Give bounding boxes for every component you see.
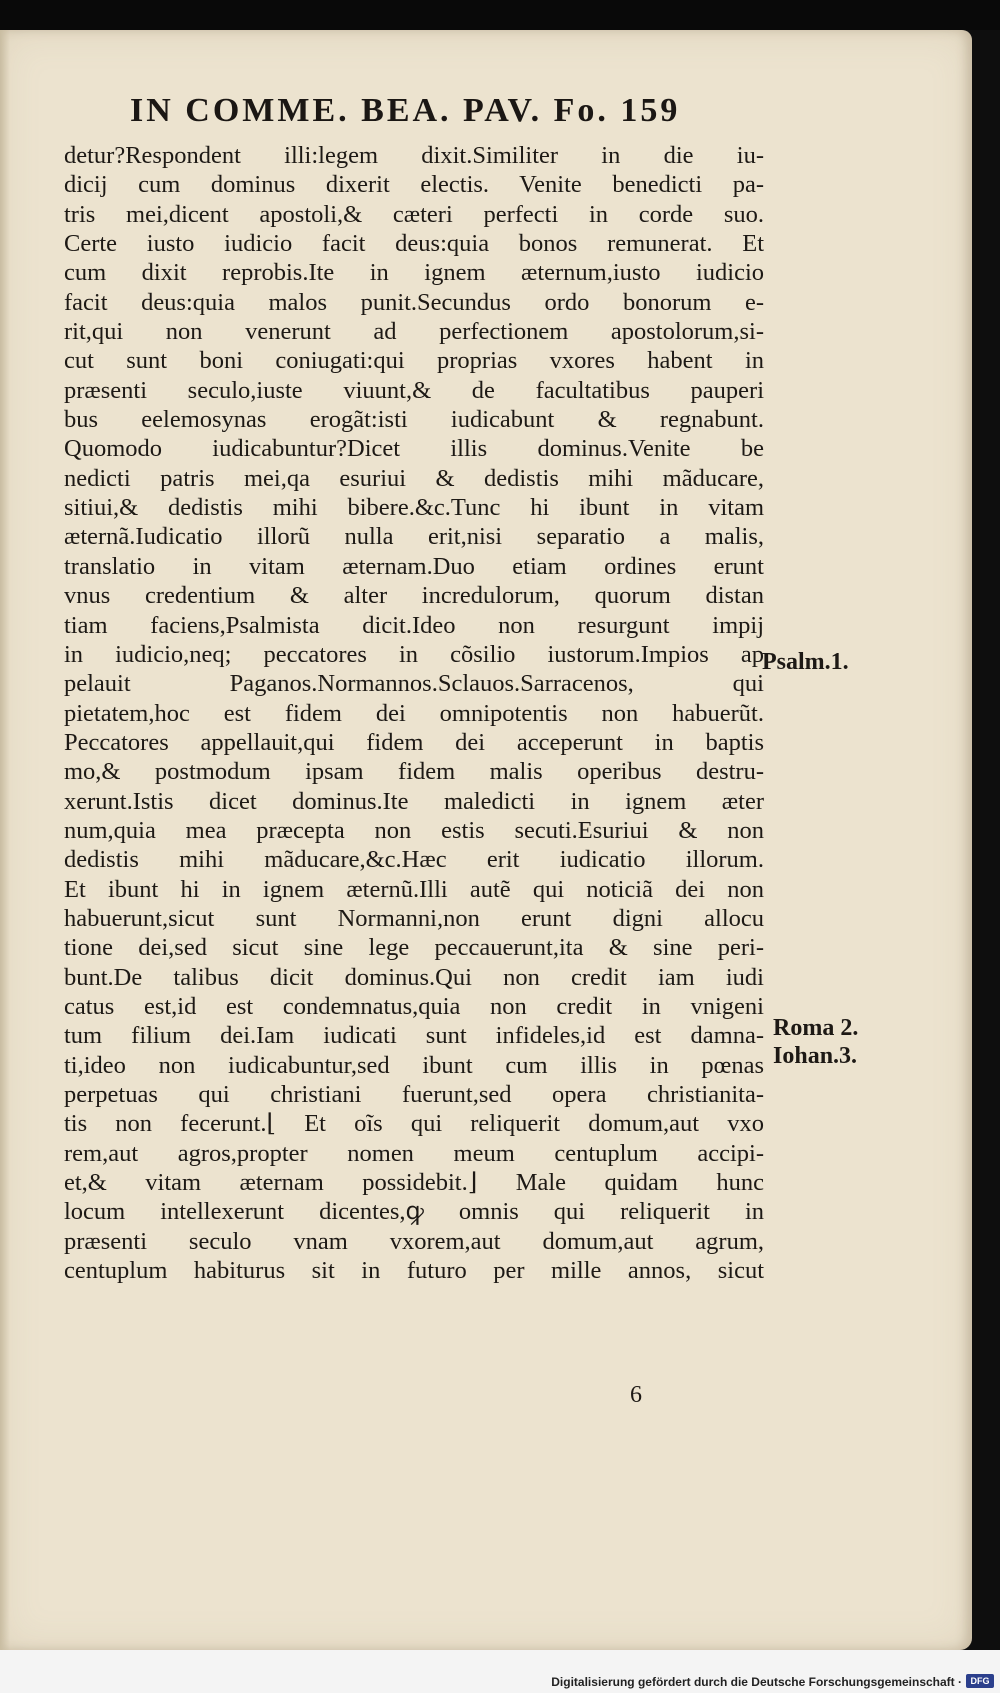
text-line: sitiui,& dedistis mihi bibere.&c.Tunc hi ibunt in vitam [64,494,764,522]
text-line: tis non fecerunt.⌊ Et oĩs qui reliquerit domum,aut vxo [64,1110,764,1138]
running-head: IN COMME. BEA. PAV. Fo. 159 [130,92,681,129]
text-line: præsenti seculo vnam vxorem,aut domum,aut agrum, [64,1227,764,1255]
text-line: Peccatores appellauit,qui fidem dei acceperunt in baptis [64,728,764,756]
text-line: pietatem,hoc est fidem dei omnipotentis non habuerũt. [64,699,764,727]
text-line: dedistis mihi mãducare,&c.Hæc erit iudicatio illorum. [64,846,764,874]
text-line: perpetuas qui christiani fuerunt,sed opera christianita- [64,1081,764,1108]
text-line: cut sunt boni coniugati:qui proprias vxores habent in [64,347,764,375]
text-line: æternã.Iudicatio illorũ nulla erit,nisi separatio a malis, [64,523,764,551]
page-gutter-shadow [0,30,10,1650]
text-line: Et ibunt hi in ignem æternũ.Illi autẽ qui noticiã dei non [64,875,764,903]
margin-note-psalm: Psalm.1. [762,649,849,675]
text-line: ti,ideo non iudicabuntur,sed ibunt cum illis in pœnas [64,1051,764,1079]
text-line: et,& vitam æternam possidebit.⌋ Male quidam hunc [64,1169,764,1197]
text-line: cum dixit reprobis.Ite in ignem æternum,iusto iudicio [64,259,764,287]
text-line: tiam faciens,Psalmista dicit.Ideo non resurgunt impij [64,611,764,639]
text-line: tris mei,dicent apostoli,& cæteri perfecti in corde suo. [64,200,764,228]
text-line: xerunt.Istis dicet dominus.Ite maledicti in ignem æter [64,787,764,815]
text-line: num,quia mea præcepta non estis secuti.Esuriui & non [64,816,764,844]
text-line: Certe iusto iudicio facit deus:quia bonos remunerat. Et [64,230,764,258]
text-line: in iudicio,neq; peccatores in cõsilio iustorum.Impios ap [64,640,764,668]
scan-top-border [0,0,1000,30]
text-line: rem,aut agros,propter nomen meum centuplum accipi- [64,1139,764,1167]
dfg-logo-icon: DFG [966,1674,994,1688]
text-line: bunt.De talibus dicit dominus.Qui non credit iam iudi [64,963,764,991]
text-line: detur?Respondent illi:legem dixit.Similiter in die iu- [64,142,764,169]
text-line: tum filium dei.Iam iudicati sunt infideles,id est damna- [64,1022,764,1050]
text-line: catus est,id est condemnatus,quia non credit in vnigeni [64,992,764,1020]
text-line: bus eelemosynas erogãt:isti iudicabunt & regnabunt. [64,406,764,434]
text-line: habuerunt,sicut sunt Normanni,non erunt digni allocu [64,904,764,932]
text-line: tione dei,sed sicut sine lege peccauerunt,ita & sine peri- [64,934,764,962]
text-line: pelauit Paganos.Normannos.Sclauos.Sarracenos, qui [64,670,764,698]
text-line: translatio in vitam æternam.Duo etiam ordines erunt [64,552,764,580]
text-line: dicij cum dominus dixerit electis. Venite benedicti pa- [64,171,764,199]
text-line: locum intellexerunt dicentes,ꝙ omnis qui reliquerit in [64,1198,764,1226]
text-line: facit deus:quia malos punit.Secundus ordo bonorum e- [64,288,764,316]
text-line: mo,& postmodum ipsam fidem malis operibus destru- [64,758,764,786]
margin-note-roma: Roma 2. [773,1015,859,1041]
funding-credit: Digitalisierung gefördert durch die Deutsche Forschungsgemeinschaft · [551,1675,962,1689]
body-text [64,141,764,1285]
text-line: Quomodo iudicabuntur?Dicet illis dominus.Venite be [64,435,764,463]
text-line: præsenti seculo,iuste viuunt,& de facultatibus pauperi [64,376,764,404]
text-line: nedicti patris mei,qa esuriui & dedistis mihi mãducare, [64,464,764,492]
margin-note-iohan: Iohan.3. [773,1043,858,1069]
text-line: rit,qui non venerunt ad perfectionem apostolorum,si- [64,318,764,346]
text-line: centuplum habiturus sit in futuro per mille annos, sicut [64,1257,764,1285]
text-line: vnus credentium & alter incredulorum, quorum distan [64,582,764,610]
signature-mark: 6 [630,1382,642,1408]
